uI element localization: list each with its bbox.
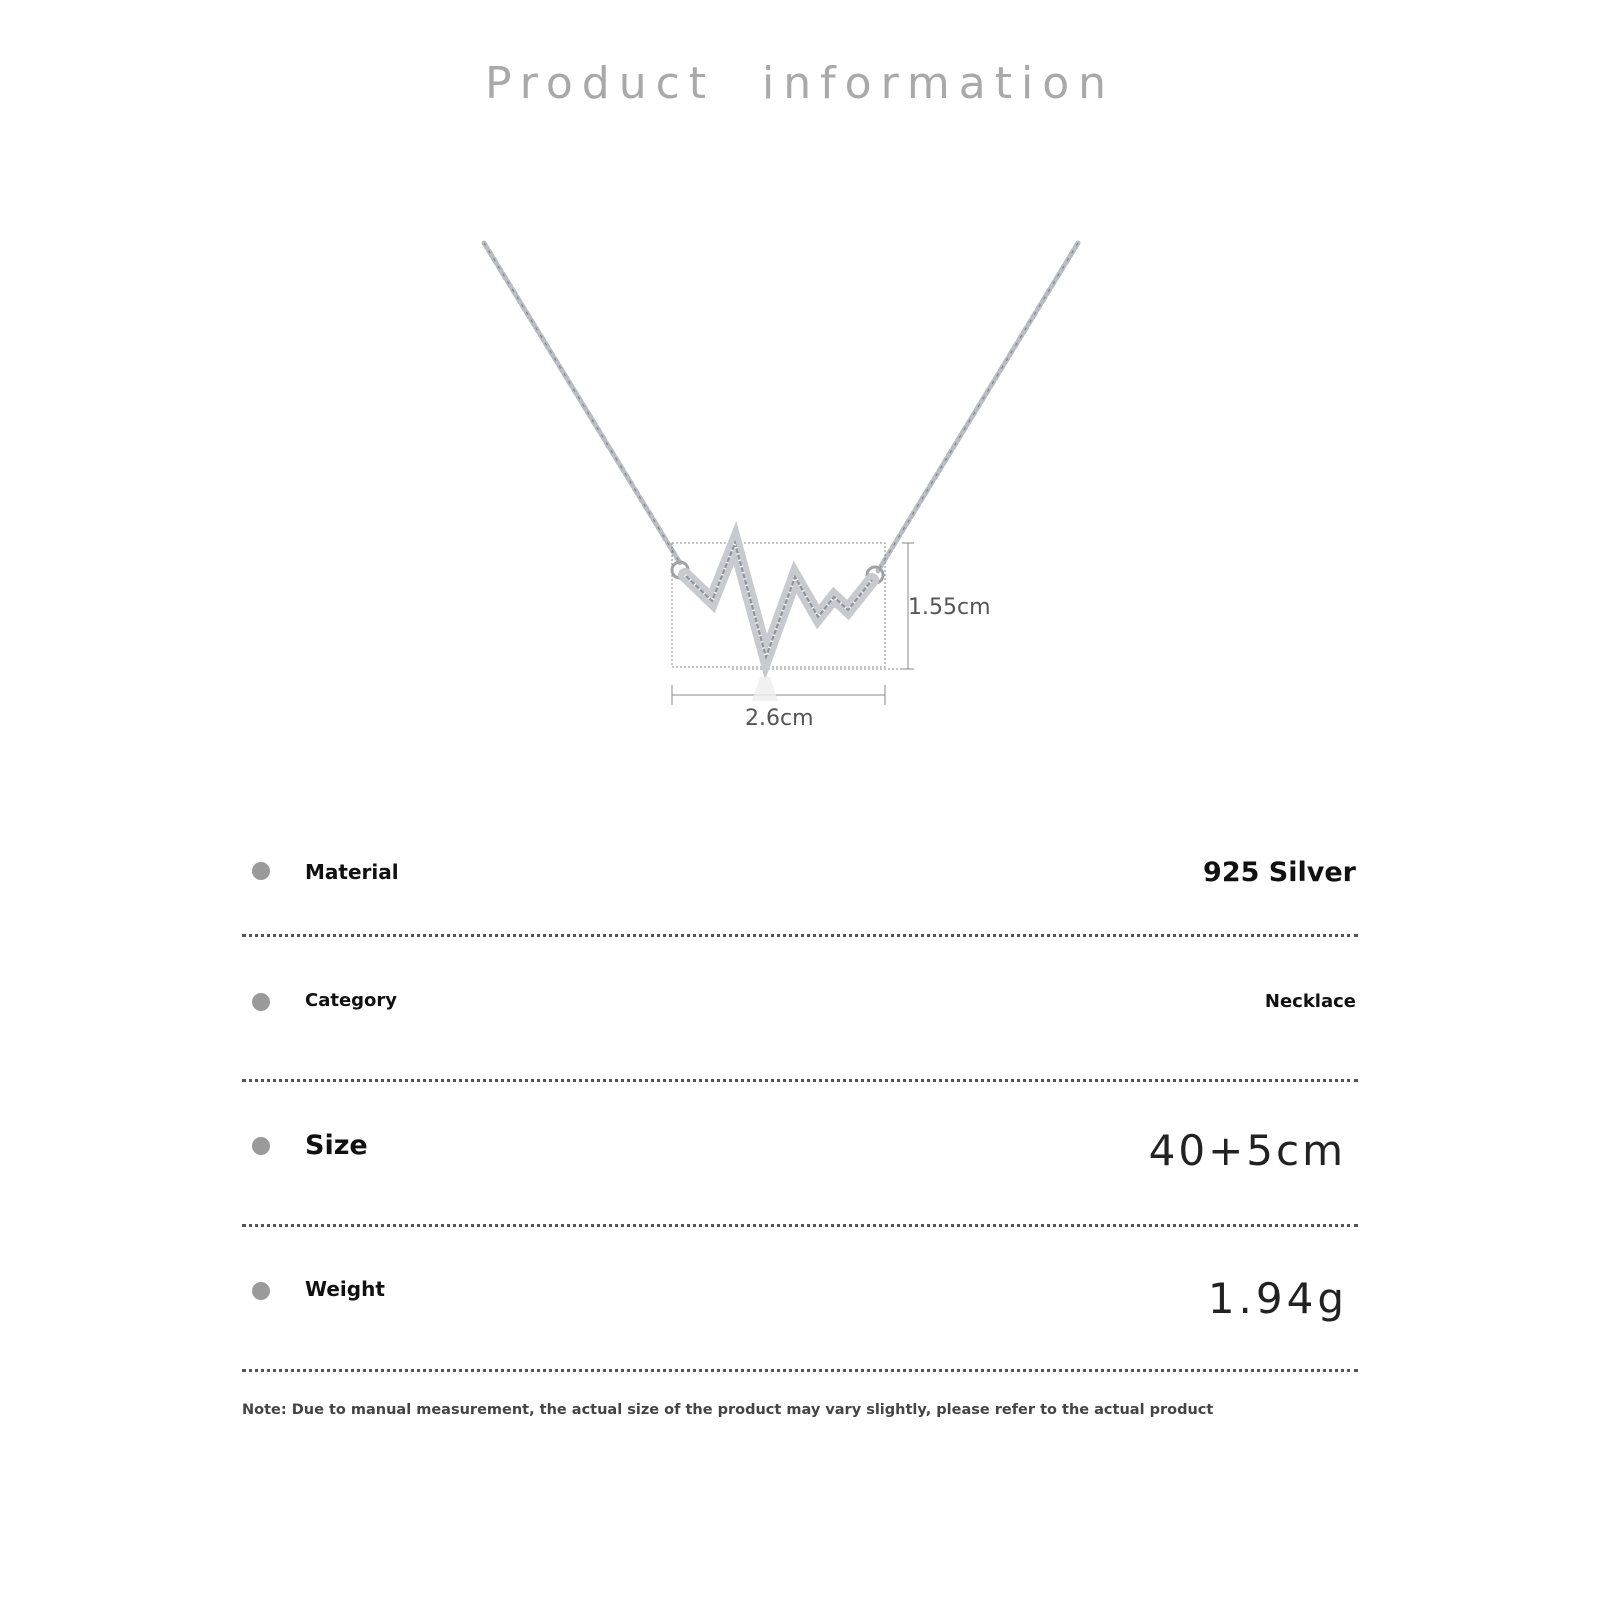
bullet-icon bbox=[252, 1282, 270, 1300]
bullet-icon bbox=[252, 1137, 270, 1155]
spec-label-category: Category bbox=[305, 990, 398, 1011]
spec-value-weight: 1.94g bbox=[1207, 1274, 1348, 1323]
bullet-icon bbox=[252, 862, 270, 880]
spec-value-size: 40+5cm bbox=[1148, 1126, 1346, 1175]
spec-row-category bbox=[242, 937, 1358, 1082]
spec-label-size: Size bbox=[305, 1130, 368, 1161]
spec-label-weight: Weight bbox=[305, 1277, 385, 1301]
spec-value-material: 925 Silver bbox=[1203, 857, 1356, 888]
heartbeat-pendant bbox=[672, 543, 883, 701]
page-title: Product information bbox=[485, 58, 1115, 109]
spec-table bbox=[242, 820, 1358, 1372]
spec-row-material bbox=[242, 820, 1358, 937]
necklace-image bbox=[470, 225, 1130, 765]
width-dimension-label: 2.6cm bbox=[745, 706, 814, 731]
spec-label-material: Material bbox=[305, 860, 399, 884]
measurement-note: Note: Due to manual measurement, the actual size of the product may vary slightly, please refer to the actual product bbox=[242, 1402, 1214, 1418]
right-chain bbox=[878, 243, 1078, 571]
spec-row-weight bbox=[242, 1227, 1358, 1372]
height-dimension-label: 1.55cm bbox=[908, 595, 991, 620]
left-chain bbox=[484, 243, 680, 563]
spec-value-category: Necklace bbox=[1264, 991, 1356, 1012]
spec-row-size bbox=[242, 1082, 1358, 1227]
bullet-icon bbox=[252, 993, 270, 1011]
